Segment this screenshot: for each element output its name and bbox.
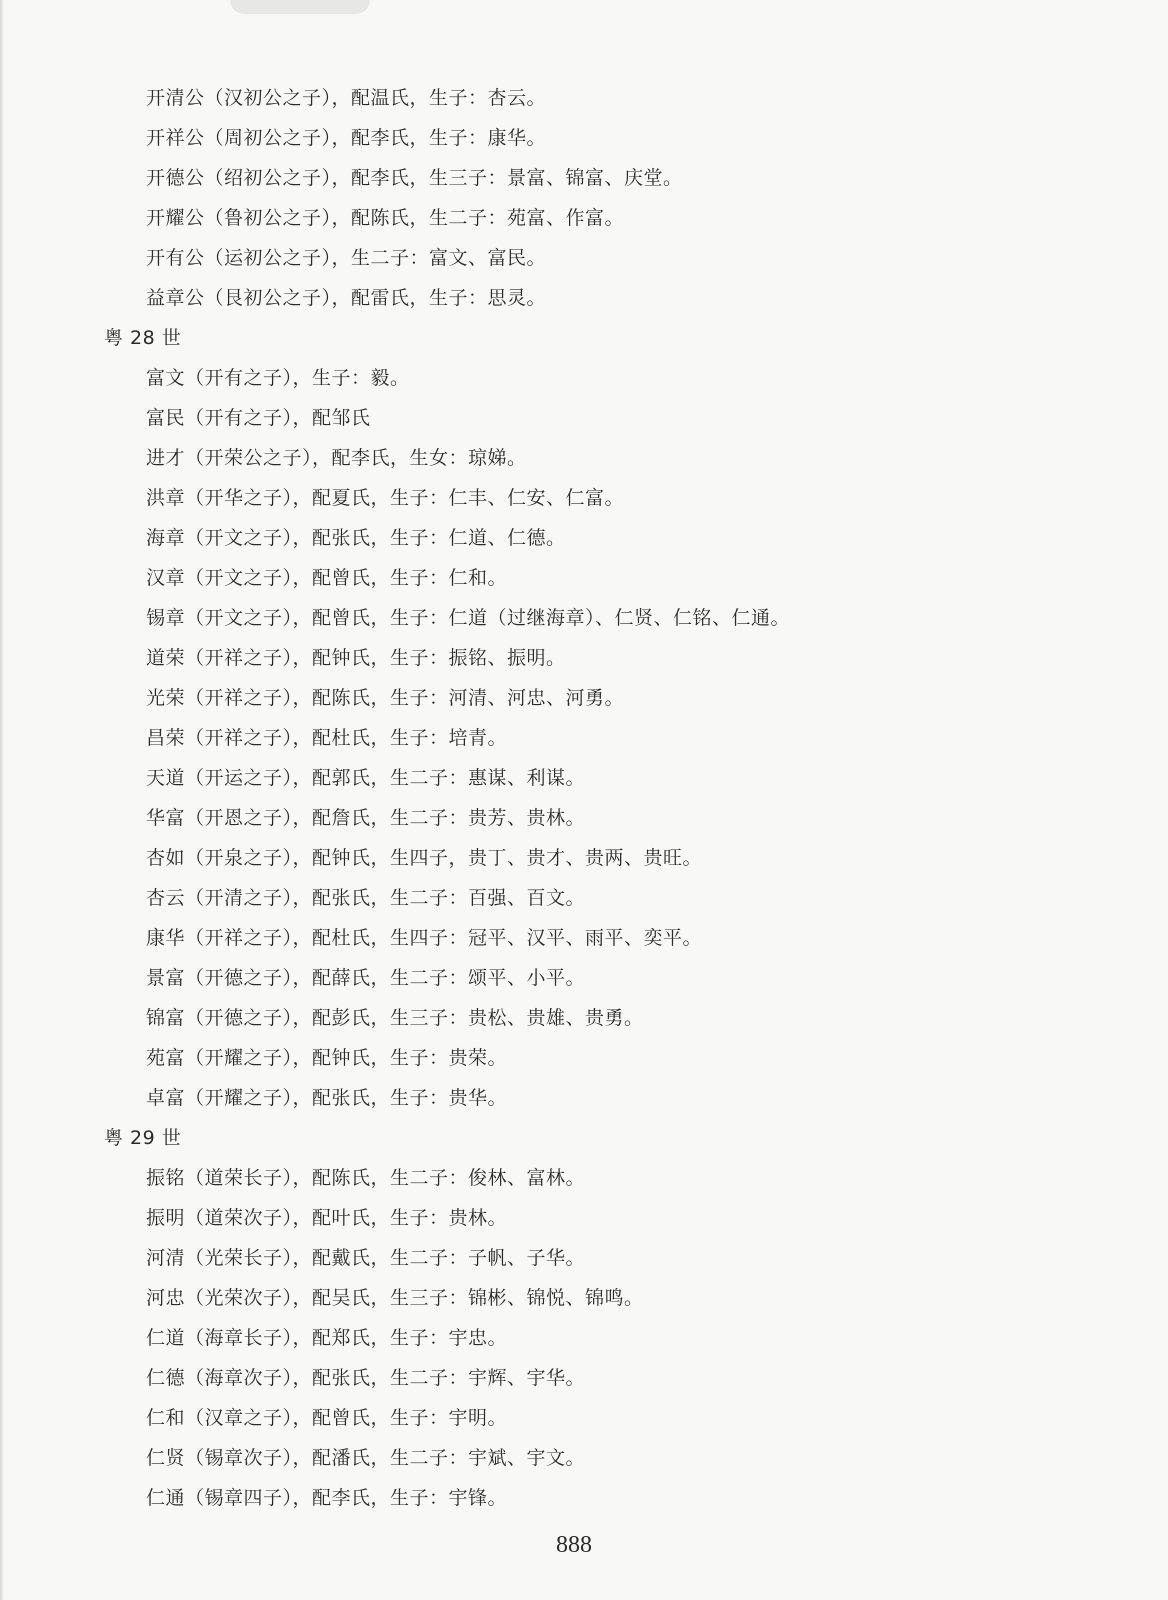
genealogy-entry: 仁通（锡章四子），配李氏，生子：宇锋。 xyxy=(146,1487,508,1509)
genealogy-entry: 开德公（绍初公之子），配李氏，生三子：景富、锦富、庆堂。 xyxy=(146,167,683,189)
genealogy-entry: 开耀公（鲁初公之子），配陈氏，生二子：苑富、作富。 xyxy=(146,207,625,229)
page-number: 888 xyxy=(556,1532,592,1558)
genealogy-entry: 仁和（汉章之子），配曾氏，生子：宇明。 xyxy=(146,1407,508,1429)
genealogy-entry: 昌荣（开祥之子），配杜氏，生子：培青。 xyxy=(146,727,508,749)
genealogy-entry: 河忠（光荣次子），配吴氏，生三子：锦彬、锦悦、锦鸣。 xyxy=(146,1287,644,1309)
genealogy-entry: 振铭（道荣长子），配陈氏，生二子：俊林、富林。 xyxy=(146,1167,586,1189)
genealogy-entry: 开祥公（周初公之子），配李氏，生子：康华。 xyxy=(146,127,547,149)
genealogy-entry: 道荣（开祥之子），配钟氏，生子：振铭、振明。 xyxy=(146,647,566,669)
generation-heading: 粤 28 世 xyxy=(104,327,182,349)
generation-section xyxy=(0,78,1168,318)
genealogy-content xyxy=(0,78,1168,1518)
genealogy-entry: 苑富（开耀之子），配钟氏，生子：贵荣。 xyxy=(146,1047,508,1069)
genealogy-entry: 锡章（开文之子），配曾氏，生子：仁道（过继海章）、仁贤、仁铭、仁通。 xyxy=(146,607,791,629)
genealogy-entry: 光荣（开祥之子），配陈氏，生子：河清、河忠、河勇。 xyxy=(146,687,625,709)
genealogy-entry: 天道（开运之子），配郭氏，生二子：惠谋、利谋。 xyxy=(146,767,586,789)
genealogy-entry: 康华（开祥之子），配杜氏，生四子：冠平、汉平、雨平、奕平。 xyxy=(146,927,703,949)
genealogy-entry: 杏云（开清之子），配张氏，生二子：百强、百文。 xyxy=(146,887,586,909)
genealogy-entry: 开有公（运初公之子），生二子：富文、富民。 xyxy=(146,247,547,269)
genealogy-entry: 振明（道荣次子），配叶氏，生子：贵林。 xyxy=(146,1207,508,1229)
genealogy-entry: 开清公（汉初公之子），配温氏，生子：杏云。 xyxy=(146,87,547,109)
genealogy-entry: 仁贤（锡章次子），配潘氏，生二子：宇斌、宇文。 xyxy=(146,1447,586,1469)
genealogy-entry: 汉章（开文之子），配曾氏，生子：仁和。 xyxy=(146,567,508,589)
genealogy-entry: 华富（开恩之子），配詹氏，生二子：贵芳、贵林。 xyxy=(146,807,586,829)
genealogy-entry: 仁道（海章长子），配郑氏，生子：宇忠。 xyxy=(146,1327,508,1349)
genealogy-entry: 进才（开荣公之子），配李氏，生女：琼娣。 xyxy=(146,447,527,469)
genealogy-entry: 杏如（开泉之子），配钟氏，生四子，贵丁、贵才、贵两、贵旺。 xyxy=(146,847,703,869)
genealogy-entry: 锦富（开德之子），配彭氏，生三子：贵松、贵雄、贵勇。 xyxy=(146,1007,644,1029)
genealogy-entry: 洪章（开华之子），配夏氏，生子：仁丰、仁安、仁富。 xyxy=(146,487,625,509)
genealogy-entry: 卓富（开耀之子），配张氏，生子：贵华。 xyxy=(146,1087,508,1109)
scan-top-smudge xyxy=(230,0,370,14)
genealogy-entry: 景富（开德之子），配薛氏，生二子：颂平、小平。 xyxy=(146,967,586,989)
genealogy-entry: 富文（开有之子），生子：毅。 xyxy=(146,367,410,389)
genealogy-entry: 河清（光荣长子），配戴氏，生二子：子帆、子华。 xyxy=(146,1247,586,1269)
genealogy-entry: 富民（开有之子），配邹氏 xyxy=(146,407,371,429)
genealogy-entry: 益章公（艮初公之子），配雷氏，生子：思灵。 xyxy=(146,287,547,309)
generation-heading: 粤 29 世 xyxy=(104,1127,182,1149)
generation-section xyxy=(0,318,1168,1118)
genealogy-entry: 海章（开文之子），配张氏，生子：仁道、仁德。 xyxy=(146,527,566,549)
generation-section xyxy=(0,1118,1168,1518)
genealogy-entry: 仁德（海章次子），配张氏，生二子：宇辉、宇华。 xyxy=(146,1367,586,1389)
